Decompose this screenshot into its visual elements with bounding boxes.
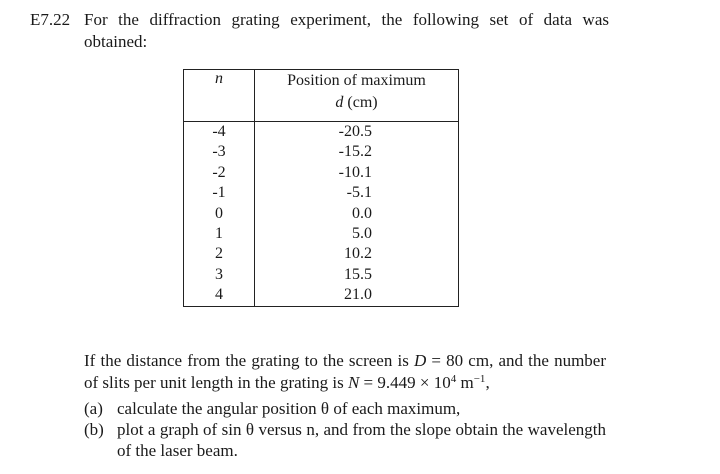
N-unit-exponent: −1: [473, 373, 486, 385]
header-position-unit-line: [255, 92, 458, 114]
n-value: -2: [212, 163, 226, 181]
header-unit: (cm): [347, 94, 378, 111]
n-values: [184, 122, 254, 306]
problem-number: E7.22: [30, 10, 71, 29]
d-value: -10.1: [338, 163, 372, 181]
N-unit: m: [456, 373, 474, 392]
problem-intro: For the diffraction grating experiment, the following set of data was obtained:: [84, 10, 609, 51]
d-value: -5.1: [346, 184, 372, 202]
d-value: 5.0: [352, 225, 372, 243]
header-d-symbol: d: [335, 94, 344, 111]
cond-tail: ,: [485, 373, 490, 392]
d-value: -15.2: [338, 143, 372, 161]
data-table: [183, 69, 459, 307]
d-value: -20.5: [338, 123, 372, 140]
d-value: 15.5: [344, 265, 372, 283]
task-label: (a): [84, 399, 103, 418]
task-item: [84, 419, 606, 461]
d-value: 0.0: [352, 204, 372, 222]
task-text: calculate the angular position θ of each maximum,: [117, 399, 461, 418]
task-label: (b): [84, 420, 104, 439]
table-body-row: [184, 122, 459, 307]
d-value: 21.0: [344, 286, 372, 304]
n-value: -4: [212, 123, 226, 140]
n-value: -3: [212, 143, 226, 161]
n-value: 0: [215, 204, 223, 222]
task-list: [84, 398, 606, 461]
n-value: 3: [215, 265, 223, 283]
n-column: [184, 122, 255, 307]
n-value: 4: [215, 286, 223, 304]
D-symbol: D: [413, 351, 427, 370]
D-value: = 80 cm, and the number of slits per unit length in the grating is: [84, 351, 606, 392]
task-text: plot a graph of sin θ versus n, and from the slope obtain the wavelength of the laser beam.: [117, 420, 606, 460]
header-n: n: [184, 70, 255, 122]
table-header-row: [184, 70, 459, 122]
d-value: 10.2: [344, 245, 372, 263]
n-value: 2: [215, 245, 223, 263]
n-value: -1: [212, 184, 226, 202]
header-position-label: Position of maximum: [287, 72, 426, 89]
problem-conditions: [84, 350, 606, 394]
N-value: = 9.449 × 10: [359, 373, 451, 392]
n-value: 1: [215, 225, 223, 243]
d-values: [255, 122, 458, 306]
N-symbol: N: [347, 373, 360, 392]
header-position: [255, 70, 459, 122]
task-item: [84, 398, 606, 419]
d-column: [255, 122, 459, 307]
N-exponent: 4: [450, 373, 457, 385]
cond-text-a: If the distance from the grating to the screen is: [84, 351, 414, 370]
